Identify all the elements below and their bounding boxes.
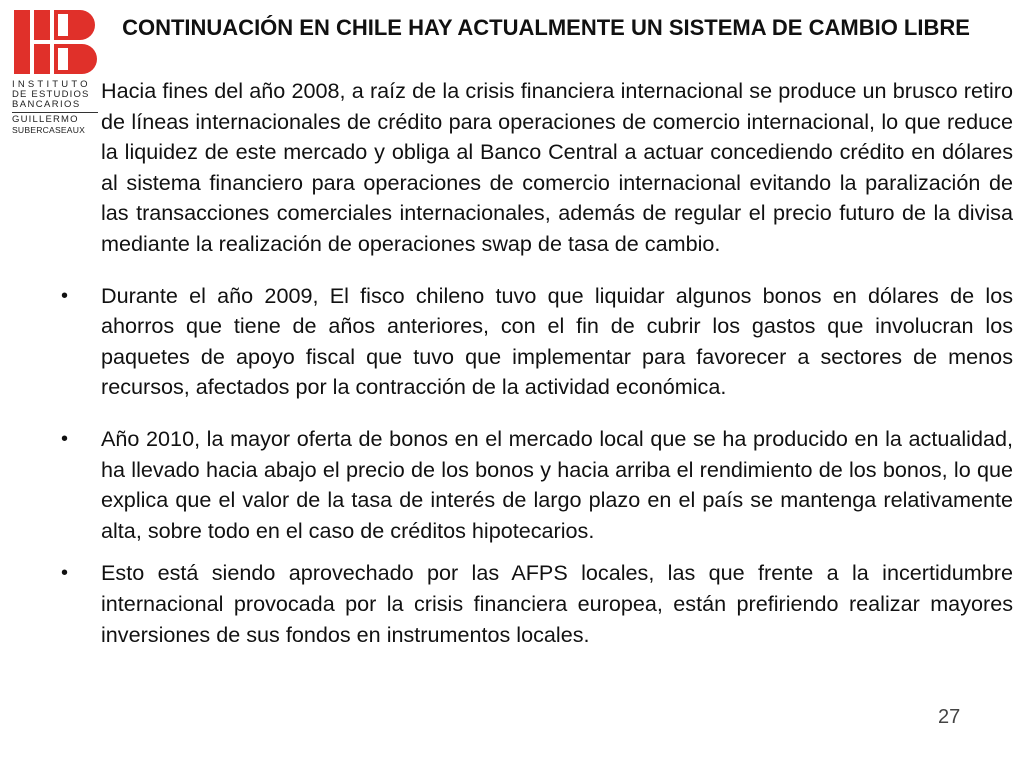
paragraph-2009 — [61, 281, 1013, 403]
logo-line-1: INSTITUTO — [12, 79, 91, 90]
logo-line-4: GUILLERMO — [12, 114, 79, 125]
bullet-icon: • — [61, 284, 69, 307]
paragraph-text: Durante el año 2009, El fisco chileno tuvo que liquidar algunos bonos en dólares de los ahorros que tiene de años anteriores, con el fin de cubrir los gastos que involucran los paquetes de apoyo fiscal que tuvo que implementar para favorecer a sectores de menos recursos, afectados por la contracción de la actividad económica. — [101, 282, 1013, 400]
logo-line-3: BANCARIOS — [12, 99, 81, 110]
page-number: 27 — [938, 706, 961, 728]
slide-title: CONTINUACIÓN EN CHILE HAY ACTUALMENTE UN SISTEMA DE CAMBIO LIBRE — [122, 15, 970, 40]
logo-divider — [12, 112, 98, 113]
logo-line-2: DE ESTUDIOS — [12, 89, 90, 100]
paragraph-2008 — [101, 76, 1013, 260]
logo-line-5: SUBERCASEAUX — [12, 125, 86, 135]
bullet-icon: • — [61, 562, 69, 585]
paragraph-text: Hacia fines del año 2008, a raíz de la crisis financiera internacional se produce un brusco retiro de líneas internacionales de crédito para operaciones de comercio internacional, lo que reduce la liquidez de este mercado y obliga al Banco Central a actuar concediendo crédito en dólares al sistema financiero para operaciones de comercio internacional evitando la paralización de las transacciones comerciales internacionales, además de regular el precio futuro de la divisa mediante la realización de operaciones swap de tasa de cambio. — [101, 78, 1013, 256]
slide-body — [61, 76, 1013, 650]
paragraph-text: Esto está siendo aprovechado por las AFPS locales, las que frente a la incertidumbre internacional provocada por la crisis financiera europea, están prefiriendo realizar mayores inversiones de sus fondos en instrumentos locales. — [101, 560, 1013, 647]
bullet-icon: • — [61, 427, 69, 450]
paragraph-2010 — [61, 424, 1013, 546]
paragraph-text: Año 2010, la mayor oferta de bonos en el mercado local que se ha producido en la actualidad, ha llevado hacia abajo el precio de los bonos y hacia arriba el rendimiento de los bonos, lo que explica que el valor de la tasa de interés de largo plazo en el país se mantenga relativamente alta, sobre todo en el caso de créditos hipotecarios. — [101, 425, 1013, 543]
paragraph-afps — [61, 558, 1013, 650]
